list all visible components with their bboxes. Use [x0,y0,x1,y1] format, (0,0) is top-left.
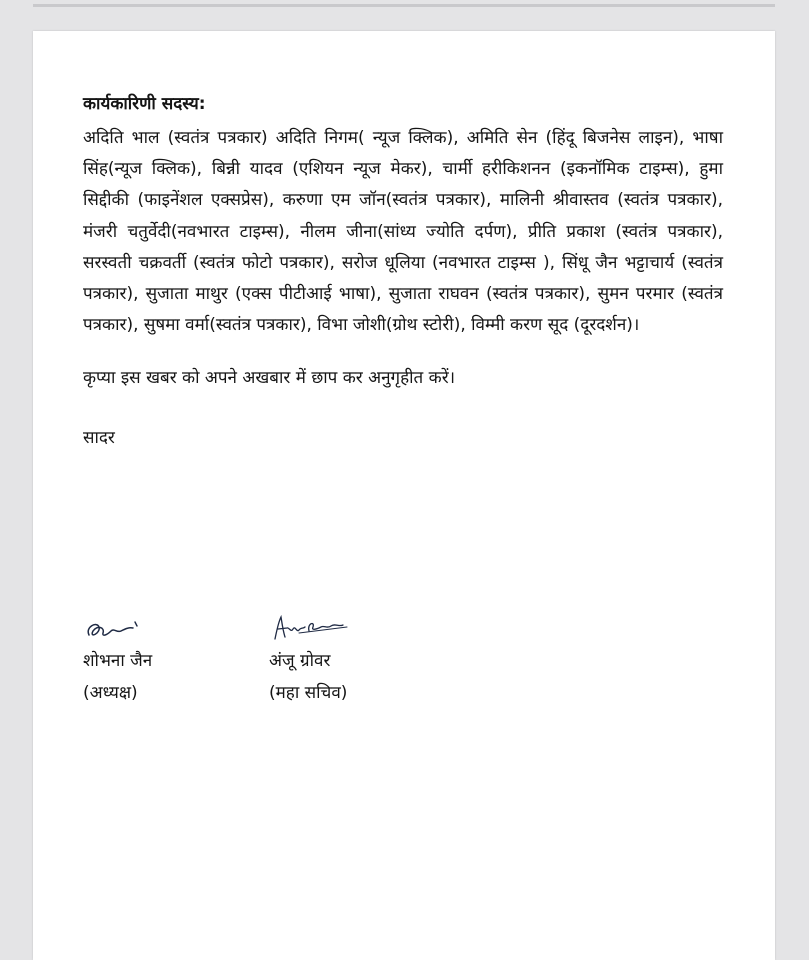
document-body [83,89,723,453]
document-page [33,31,775,960]
signatory-name: अंजू ग्रोवर [269,651,331,671]
top-divider [33,4,775,7]
request-paragraph: कृप्या इस खबर को अपने अखबार में छाप कर अनुगृहीत करें। [83,368,456,389]
signature-block [83,613,483,723]
heading-executive-members: कार्यकारिणी सदस्य: [83,94,206,114]
signatory-role: (महा सचिव) [269,683,348,703]
signature-mark-president [83,613,163,645]
signatory-president [83,613,203,709]
signatory-name: शोभना जैन [83,651,153,671]
closing-text: सादर [83,428,115,449]
members-paragraph: अदिति भाल (स्वतंत्र पत्रकार) अदिति निगम( न्यूज क्लिक), अमिति सेन (हिंदू बिजनेस लाइन), भाषा सिंह(न्यूज क्लिक), बिन्नी यादव (एशियन न्यूज मेकर), चार्मी हरीकिशनन (इकनॉमिक टाइम्स), हुमा सिद्दीकी (फाइनेंशल एक्सप्रेस), करुणा एम जॉन(स्वतंत्र पत्रकार), मालिनी श्रीवास्तव (स्वतंत्र पत्रकार), मंजरी चतुर्वेदी(नवभारत टाइम्स), नीलम जीना(सांध्य ज्योति दर्पण), प्रीति प्रकाश (स्वतंत्र पत्रकार), सरस्वती चक्रवर्ती (स्वतंत्र फोटो पत्रकार), सरोज धूलिया (नवभारत टाइम्स ), सिंधू जैन भट्टाचार्य (स्वतंत्र पत्रकार), सुजाता माथुर (एक्स पीटीआई भाषा), सुजाता राघवन (स्वतंत्र पत्रकार), सुमन परमार (स्वतंत्र पत्रकार), सुषमा वर्मा(स्वतंत्र पत्रकार), विभा जोशी(ग्रोथ स्टोरी), विम्मी करण सूद (दूरदर्शन)। [83,128,723,336]
signatory-general-secretary [269,613,399,709]
signature-mark-secretary [269,613,359,645]
signatory-role: (अध्यक्ष) [83,683,138,703]
